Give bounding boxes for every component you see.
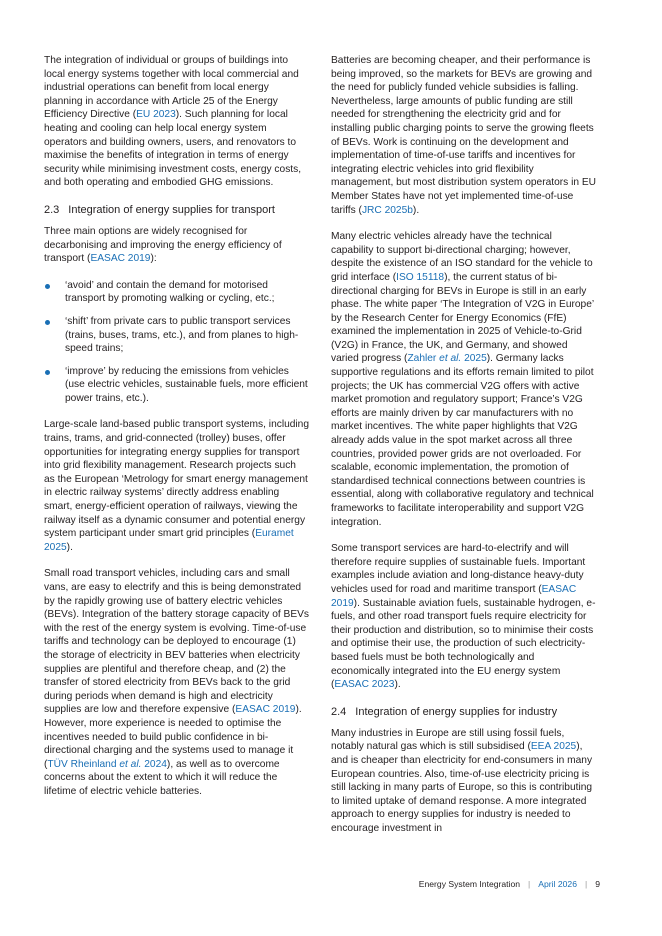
paragraph: Many electric vehicles already have the technical capability to support bi-directional charging; however, despite the existence of an ISO standard for the vehicle to grid interface (ISO 15118), the current status of bi-directional charging for BEVs in Europe is still in an early phase. The white paper ‘The Integration of V2G in Europe’ by the Research Center for Energy Economics (FfE) examined the implementation in 2025 of Vehicle-to-Grid (V2G) in France, the UK, and Germany, and showed varied progress (Zahler et al. 2025). Germany lacks supportive regulations and its efforts remain limited to pilot projects; the UK has commercial V2G offers with active market promotion and regulatory support; France’s V2G efforts are mainly driven by car manufacturers with no market incentives. The white paper highlights that V2G already adds value in the spot market across all three countries, provided power grids are not overloaded. For scalable, economic implementation, the promotion of standardised technical connections between countries is essential, along with collaborative regulatory and technical frameworks to facilitate interoperability and support V2G integration. (331, 231, 594, 528)
citation-link[interactable]: Euramet 2025 (44, 528, 294, 553)
paragraph: Many industries in Europe are still using fossil fuels, notably natural gas which is still subsidised (EEA 2025), and is cheaper than electricity for end-consumers in many European countries. Also, time-of-use electricity pricing is still lacking in many parts of Europe, so this is contributing to limited uptake of demand response. A more integrated approach to energy supplies for industry is needed to encourage investment in (331, 727, 593, 834)
footer-separator: | (528, 879, 531, 889)
footer-date: April 2026 (538, 879, 577, 889)
list-item: ‘avoid’ and contain the demand for motorised transport by promoting walking or cycling, etc.; (44, 279, 309, 306)
citation-link[interactable]: Zahler et al. 2025 (407, 353, 487, 365)
bullet-icon (45, 284, 50, 289)
citation-link[interactable]: TÜV Rheinland et al. 2024 (47, 758, 167, 770)
footer-title: Energy System Integration (418, 879, 521, 889)
citation-link[interactable]: EASAC 2019 (331, 583, 577, 609)
list-item: ‘improve’ by reducing the emissions from vehicles (use electric vehicles, sustainable fuels, more efficient power trains, etc.). (44, 365, 309, 406)
paragraph: Large-scale land-based public transport systems, including trains, trams, and grid-connected (trolley) buses, offer opportunities for integrating energy supplies for transport into grid flexibility management. Research projects such as the European ‘Metrology for smart energy management in electric railway systems’ directly address enabling smart, energy-efficient operation of railways, viewing the railway itself as a dynamic consumer and potential energy system participant under smart grid principles (Euramet 2025). (44, 419, 310, 553)
paragraph: Three main options are widely recognised for decarbonising and improving the energy efficiency of transport (EASAC 2019): (44, 225, 282, 265)
right-column (331, 54, 596, 848)
left-column (44, 54, 309, 812)
paragraph: Some transport services are hard-to-electrify and will therefore require supplies of sustainable fuels. Important examples include aviation and long-distance heavy-duty vehicles used for road and maritime transport (EASAC 2019). Sustainable aviation fuels, sustainable hydrogen, e-fuels, and other road transport fuels require electricity for their production and distribution, so to minimise their costs and optimise their use, the production of such electricity-based fuels must be both technologically and economically integrated into the EU energy system (EASAC 2023). (331, 543, 596, 691)
page-footer (419, 879, 600, 889)
paragraph: The integration of individual or groups of buildings into local energy systems together with local commercial and industrial operations can benefit from local energy planning in accordance with Article 25 of the Energy Efficiency Directive (EU 2023). Such planning for local heating and cooling can help local energy system operators and building owners, users, and renovators to maximise the benefits of integration in terms of energy security while minimising investment costs, energy costs, and both operating and embodied GHG emissions. (44, 55, 302, 189)
section-heading: 2.3 Integration of energy supplies for transport (44, 203, 275, 216)
page-number: 9 (595, 879, 600, 889)
footer-separator: | (584, 879, 588, 889)
citation-link[interactable]: EASAC 2023 (334, 679, 395, 691)
citation-link[interactable]: EASAC 2019 (235, 704, 296, 716)
citation-link[interactable]: EU 2023 (136, 109, 176, 121)
citation-link[interactable]: JRC 2025b (361, 204, 413, 216)
bullet-icon (45, 370, 50, 375)
citation-link[interactable]: ISO 15118 (396, 271, 445, 283)
bullet-list (44, 279, 309, 406)
paragraph: Small road transport vehicles, including cars and small vans, are easy to electrify and this is being demonstrated by the rapidly growing use of battery electric vehicles (BEVs). Integration of the battery storage capacity of BEVs with the rest of the energy system is evolving. Time-of-use tariffs and technology can be deployed to encourage (1) the storage of electricity in BEV batteries when electricity supplies are plentiful and therefore cheap, and (2) the transfer of stored electricity from BEVs back to the grid during periods when demand is high and electricity supplies are low and therefore expensive (EASAC 2019). However, more experience is needed to optimise the incentives needed to build public confidence in bi-directional charging and the systems used to manage it (TÜV Rheinland et al. 2024), as well as to overcome concerns about the extent to which it will reduce the lifetime of electric vehicle batteries. (44, 568, 310, 797)
section-heading: 2.4 Integration of energy supplies for industry (331, 705, 558, 718)
citation-link[interactable]: EEA 2025 (530, 741, 577, 753)
citation-link[interactable]: EASAC 2019 (90, 253, 151, 265)
bullet-icon (45, 320, 50, 325)
paragraph: Batteries are becoming cheaper, and their performance is being improved, so the markets for BEVs are growing and the need for publicly funded vehicle subsidies is falling. Nevertheless, large amounts of public funding are still needed for strengthening the electricity grid and for installing public charging points to serve the growing fleets of BEVs. Work is continuing on the development and implementation of time-of-use tariffs and incentives for integrating electric vehicles into grid flexibility management, but most distribution system operators in EU Member States have not yet implemented time-of-use tariffs (JRC 2025b). (331, 55, 596, 216)
list-item: ‘shift’ from private cars to public transport services (trains, buses, trams, etc.), and from planes to high-speed trains; (44, 315, 309, 356)
